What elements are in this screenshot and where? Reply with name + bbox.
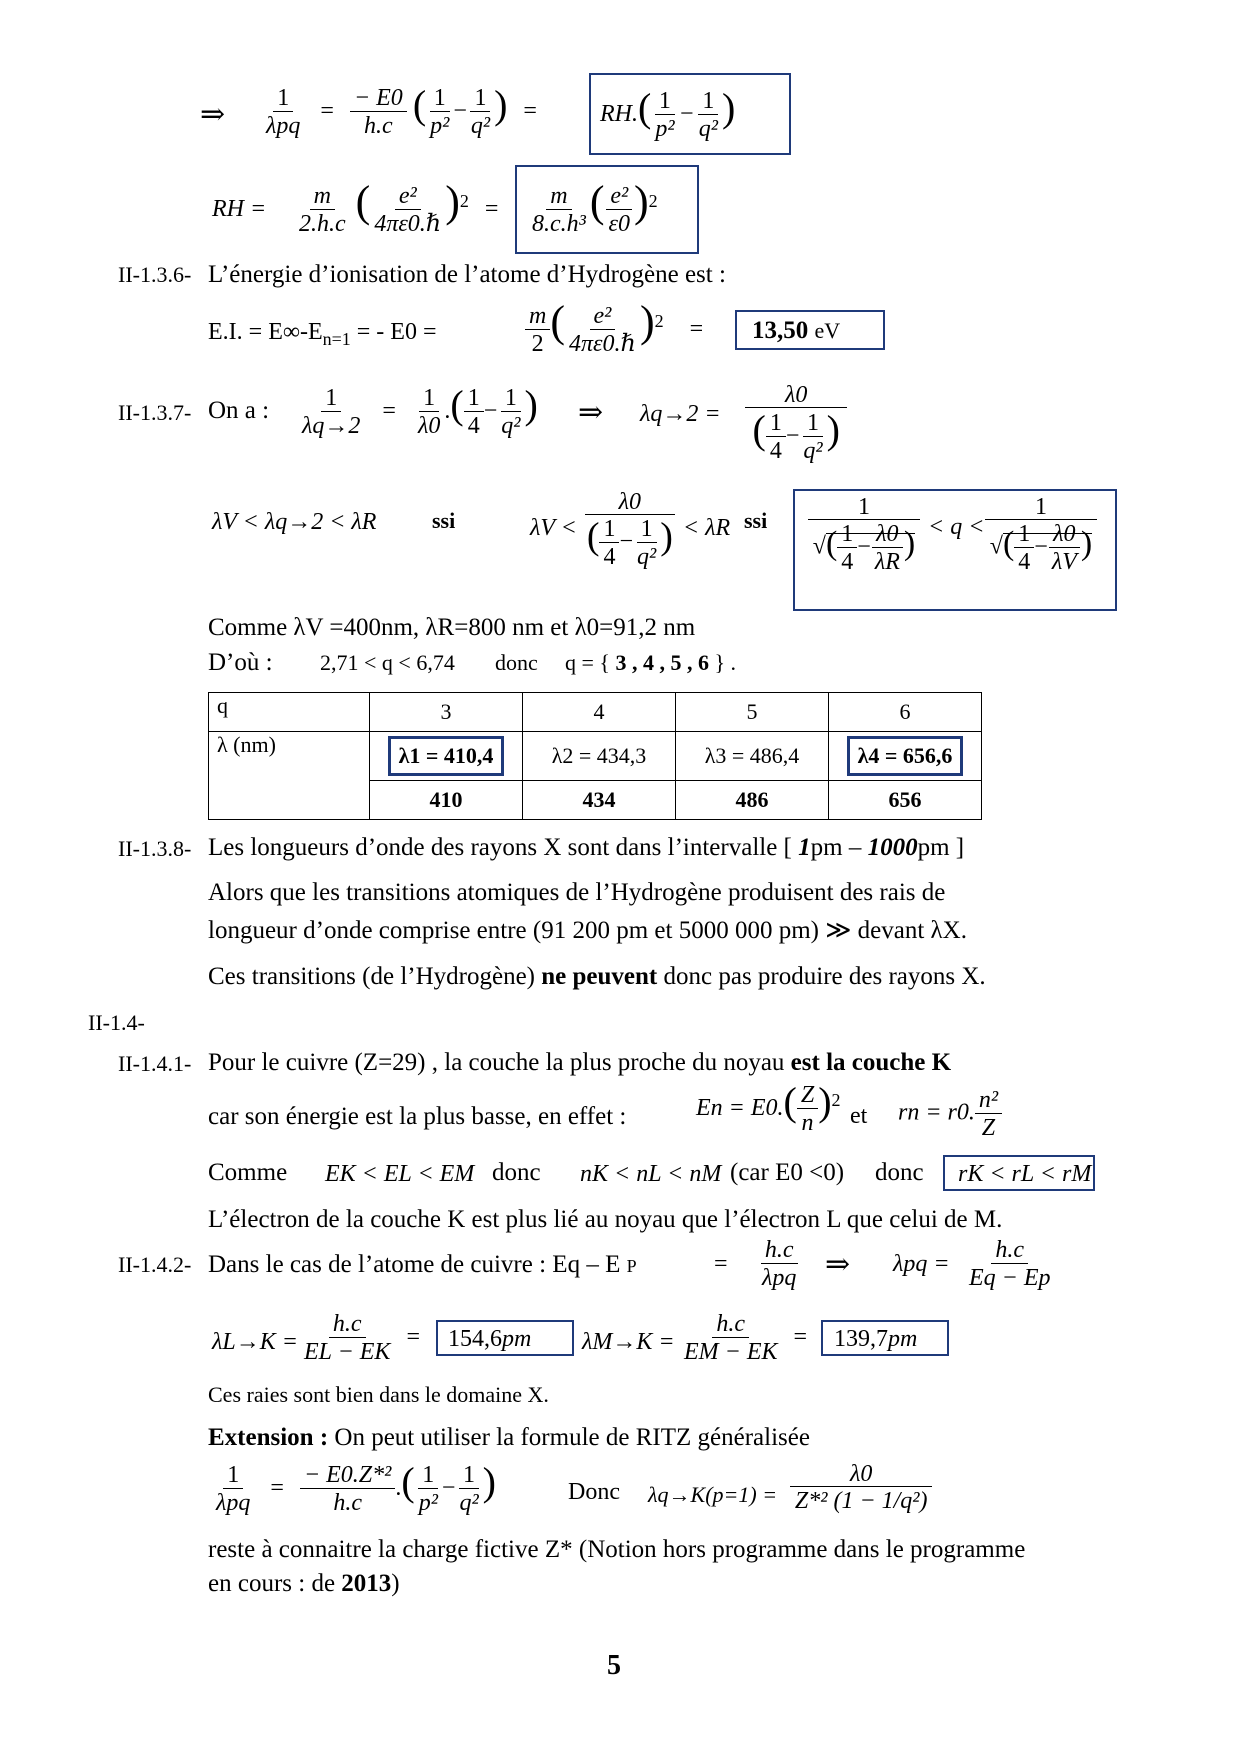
eq1-q-den: q² bbox=[470, 113, 491, 140]
eq2-boxed-content: $\frac{m}{\text{8.c.h³}}$ ( $\frac{\text{e²}}{\varepsilon 0}$ )$^2$ bbox=[528, 180, 658, 236]
eq2-rhs: $\frac{m}{2.h.c}$ ( $\frac{\text{e²}}{\text{4πε0.ℏ}}$ )$^2$ = bbox=[295, 180, 508, 236]
ei-value: 13,50 bbox=[752, 317, 809, 344]
lam-mk-den: EM − EK bbox=[684, 1339, 778, 1365]
lam-mk-label: λM→K = bbox=[582, 1329, 675, 1355]
ext-line-a: reste à connaitre la charge fictive Z* (Notion hors programme dans le programme bbox=[208, 1536, 1026, 1563]
lambda-4: λ4 = 656,6 bbox=[847, 736, 964, 776]
dou-label: D’où : bbox=[208, 649, 273, 676]
lam-lk-frac: $\frac{h.c}{EL - EK}$ = bbox=[300, 1312, 420, 1364]
table-col-3: 3 bbox=[370, 693, 523, 732]
s142-lam-eq: λpq = bbox=[893, 1251, 950, 1277]
cond2-left: λV < bbox=[530, 515, 577, 542]
energy-n: n bbox=[801, 1110, 814, 1137]
lam-mk-frac: $\frac{h.c}{EM - EK}$ = bbox=[680, 1312, 807, 1364]
lam-mk-hc: h.c bbox=[712, 1312, 749, 1338]
section-label-136: II-1.3.6- bbox=[118, 262, 192, 287]
ritz-den: h.c bbox=[333, 1490, 362, 1517]
lam-lk-result bbox=[448, 1327, 531, 1351]
s137-equation: $\frac{1}{\lambda q\to 2}$ = $\frac{1}{\lambda 0}$ .( $\frac{1}{4}$ − $\frac{1}{\text{q²}}$ ) bbox=[298, 385, 538, 438]
ext-line-b2: 2013 bbox=[341, 1570, 392, 1597]
on-a-text: On a : bbox=[208, 397, 270, 424]
table-col-6: 6 bbox=[829, 693, 982, 732]
radius-ineq: rK < rL < rM bbox=[958, 1161, 1092, 1187]
s137-one: 1 bbox=[464, 386, 484, 412]
extension-text: On peut utiliser la formule de RITZ généralisée bbox=[334, 1424, 810, 1451]
q-bound-left: 1 √( $\frac{1}{4}$ − $\frac{\lambda 0}{\lambda R}$ ) bbox=[808, 495, 920, 574]
ritz-l-den: λpq bbox=[216, 1490, 251, 1517]
s138-line1-text: Les longueurs d’onde des rayons X sont dans l’intervalle [ bbox=[208, 834, 792, 861]
eq2-f1-num: m bbox=[310, 184, 335, 210]
ei-unit: eV bbox=[814, 318, 841, 343]
s138-line4-c: donc pas produire des rayons X. bbox=[663, 963, 986, 990]
q-set bbox=[565, 652, 736, 674]
s141-comme: Comme bbox=[208, 1159, 288, 1186]
lambda-3: λ3 = 486,4 bbox=[676, 732, 829, 781]
eq1-p-den: p² bbox=[430, 113, 450, 140]
lam-lk-hc: h.c bbox=[329, 1312, 366, 1338]
s142-lampq: λpq bbox=[762, 1265, 797, 1291]
s142-eqep: Eq − Ep bbox=[969, 1265, 1051, 1291]
extension-line bbox=[208, 1425, 810, 1450]
table-col-5: 5 bbox=[676, 693, 829, 732]
cond-lambda: λV < λq→2 < λR bbox=[212, 509, 377, 535]
ritz-lam-label: λq→K(p=1) = bbox=[648, 1482, 778, 1507]
ei-formula bbox=[208, 320, 437, 348]
ritz-l-num: 1 bbox=[223, 1463, 243, 1489]
s137-lam-q2: λq→2 = bbox=[640, 401, 721, 427]
s138-line1 bbox=[208, 835, 964, 860]
eq2-f2-den: 4πε0.ℏ bbox=[374, 211, 442, 238]
ext-line-b bbox=[208, 1571, 400, 1596]
ei-fraction: $\frac{m}{2}$ ( $\frac{\text{e²}}{\text{4πε0.ℏ}}$ )$^2$ = bbox=[525, 300, 703, 356]
q-bound-mid: < q < bbox=[928, 514, 985, 540]
s142-p: P bbox=[626, 1256, 637, 1276]
s138-pm2: pm ] bbox=[917, 834, 965, 861]
eq1-rhs-den: h.c bbox=[364, 113, 393, 140]
ei-result bbox=[752, 318, 840, 343]
section-label-137: II-1.3.7- bbox=[118, 400, 192, 425]
table-header-row bbox=[209, 693, 982, 732]
s141-line2: car son énergie est la plus basse, en effet : bbox=[208, 1103, 627, 1130]
s142-frac bbox=[758, 1238, 800, 1290]
s138-line4 bbox=[208, 964, 986, 989]
q-range: 2,71 < q < 6,74 bbox=[320, 650, 455, 675]
eq1-lhs-num: 1 bbox=[273, 86, 293, 112]
s142-eq: = bbox=[714, 1251, 728, 1277]
s141-line4: L’électron de la couche K est plus lié au noyau que l’électron L que celui de M. bbox=[208, 1206, 1003, 1233]
comme-line: Comme λV =400nm, λR=800 nm et λ0=91,2 nm bbox=[208, 614, 696, 641]
s137-r-den: λ0 bbox=[417, 413, 441, 440]
lam-mk-result bbox=[834, 1327, 917, 1351]
ei-frac-den: 2 bbox=[531, 331, 544, 358]
ei-frac-num: m bbox=[525, 304, 550, 330]
lambda-2: λ2 = 434,3 bbox=[523, 732, 676, 781]
s137-lam-frac: λ0 ( $\frac{1}{4}$ − $\frac{1}{\text{q²}}$ ) bbox=[745, 383, 847, 463]
lam-mk-value: 139,7 bbox=[834, 1326, 888, 1352]
eq2-boxed-f2-den: ε0 bbox=[608, 211, 630, 238]
table-header-label: q bbox=[209, 693, 370, 732]
eq1-lhs-den: λpq bbox=[266, 113, 301, 140]
eq2-boxed-den: 8.c.h³ bbox=[532, 211, 586, 238]
s137-lam0: λ0 bbox=[745, 383, 847, 408]
domaine-x-text: Ces raies sont bien dans le domaine X. bbox=[208, 1382, 549, 1407]
eq2-f2-num: e² bbox=[395, 184, 421, 210]
q-set-values: 3 , 4 , 5 , 6 bbox=[615, 650, 709, 675]
s138-v1: 1 bbox=[798, 834, 811, 861]
q-bound-lamV: λV bbox=[1051, 549, 1077, 575]
s141-donc2: donc bbox=[875, 1159, 924, 1186]
donc-label: donc bbox=[495, 650, 538, 675]
section-label-141: II-1.4.1- bbox=[118, 1051, 192, 1076]
s137-l-num: 1 bbox=[321, 386, 341, 412]
energy-formula: En = E0.( $\frac{Z}{n}$ )$^2$ bbox=[696, 1079, 841, 1137]
table-row-label: λ (nm) bbox=[209, 732, 370, 820]
ritz-lam0: λ0 bbox=[790, 1462, 932, 1487]
table-col-4: 4 bbox=[523, 693, 676, 732]
s138-line4-b: ne peuvent bbox=[541, 963, 658, 990]
lam-lk-label: λL→K = bbox=[212, 1329, 298, 1355]
ritz-formula: $\frac{1}{\text{λpq}}$ = $\frac{\text{− E0.Z*²}}{h.c}$ .( $\frac{1}{\text{p²}}$ − $\frac{1}{\text{q²}}$ ) bbox=[212, 1462, 496, 1515]
ei-sub: n=1 bbox=[322, 328, 351, 349]
s142-hc: h.c bbox=[761, 1238, 798, 1264]
lam-lk-unit: pm bbox=[502, 1326, 532, 1352]
ei-inner-den: 4πε0.ℏ bbox=[569, 331, 636, 358]
eq2-lhs: RH = bbox=[212, 196, 267, 222]
ssi-1: ssi bbox=[432, 508, 456, 533]
s141-line1 bbox=[208, 1050, 951, 1075]
ei-rest: = - E0 = bbox=[356, 319, 437, 345]
section-label-14: II-1.4- bbox=[88, 1010, 145, 1035]
section-label-142: II-1.4.2- bbox=[118, 1252, 192, 1277]
s138-line3: longueur d’onde comprise entre (91 200 pm et 5000 000 pm) ≫ devant λX. bbox=[208, 917, 967, 944]
page-number: 5 bbox=[607, 1650, 621, 1681]
s142-hc2: h.c bbox=[991, 1238, 1028, 1264]
radius-rn: rn = r0. bbox=[898, 1099, 975, 1126]
lambda-1: λ1 = 410,4 bbox=[388, 736, 505, 776]
s142-text-main: Dans le cas de l’atome de cuivre : Eq – E bbox=[208, 1251, 621, 1278]
s137-arrow: ⇒ bbox=[578, 396, 604, 429]
radius-formula bbox=[898, 1088, 1002, 1140]
energy-en: En = E0. bbox=[696, 1095, 784, 1121]
ritz-den2: Z*² (1 − 1/q²) bbox=[794, 1488, 928, 1514]
rounded-2: 434 bbox=[523, 781, 676, 820]
q-set-close: } . bbox=[714, 650, 737, 675]
table-row bbox=[209, 732, 982, 781]
energy-z: Z bbox=[797, 1083, 818, 1109]
s138-line4-a: Ces transitions (de l’Hydrogène) bbox=[208, 963, 536, 990]
radius-n2: n² bbox=[975, 1088, 1002, 1114]
ritz-lam-frac bbox=[790, 1462, 932, 1513]
eq2-power: 2 bbox=[459, 191, 469, 211]
s141-line1-b: est la couche K bbox=[790, 1049, 952, 1076]
ritz-donc: Donc bbox=[568, 1479, 620, 1505]
s137-q2: q² bbox=[501, 413, 521, 440]
section-136-text: L’énergie d’ionisation de l’atome d’Hydrogène est : bbox=[208, 261, 726, 288]
q-bound-right: 1 √( $\frac{1}{4}$ − $\frac{\lambda 0}{\lambda V}$ ) bbox=[985, 495, 1097, 574]
s138-v2: 1000 bbox=[867, 834, 918, 861]
s137-l-den: λq→2 bbox=[302, 413, 361, 440]
ext-line-b1: en cours : de bbox=[208, 1570, 336, 1597]
ritz-num: − E0.Z*² bbox=[300, 1463, 395, 1489]
eq2-boxed-f2-num: e² bbox=[606, 184, 632, 210]
lam-mk-unit: pm bbox=[888, 1326, 918, 1352]
cond-lambda-2: λV < λ0 ( $\frac{1}{4}$ − $\frac{1}{\text{q²}}$ ) < λR bbox=[530, 489, 731, 570]
cond2-right: < λR bbox=[682, 515, 731, 542]
s138-line2: Alors que les transitions atomiques de l’Hydrogène produisent des rais de bbox=[208, 879, 946, 906]
ssi-2: ssi bbox=[744, 508, 768, 533]
s142-arrow: ⇒ bbox=[825, 1248, 851, 1281]
eq2-f1-den: 2.h.c bbox=[299, 211, 346, 238]
s141-car: (car E0 <0) bbox=[730, 1159, 845, 1186]
q-bound-lamR: λR bbox=[874, 549, 900, 575]
s142-frac2 bbox=[965, 1238, 1055, 1290]
s137-r-num: 1 bbox=[419, 386, 439, 412]
implies-arrow: ⇒ bbox=[200, 98, 226, 131]
rounded-1: 410 bbox=[370, 781, 523, 820]
s138-pm1: pm – bbox=[810, 834, 862, 861]
rounded-4: 656 bbox=[829, 781, 982, 820]
radius-z: Z bbox=[981, 1115, 996, 1141]
lam-lk-den: EL − EK bbox=[304, 1339, 391, 1365]
s141-et: et bbox=[850, 1103, 868, 1129]
eq1-boxed-content: RH.( $\frac{1}{\text{p²}}$ − $\frac{1}{\text{q²}}$ ) bbox=[600, 85, 736, 143]
extension-title: Extension : bbox=[208, 1424, 329, 1451]
eq1-rhs-num: − E0 bbox=[350, 86, 407, 112]
ei-label: E.I. = E∞-E bbox=[208, 319, 323, 345]
rounded-3: 486 bbox=[676, 781, 829, 820]
eq1-lhs: $\frac{1}{\text{λpq}}$ = $\frac{- E0}{h.c}$ ( $\frac{1}{\text{p²}}$ − $\frac{1}{\text{q²}}$ ) = bbox=[262, 85, 547, 138]
wavelength-table bbox=[208, 692, 982, 820]
energy-ineq: EK < EL < EM bbox=[325, 1161, 475, 1187]
rh-symbol: RH bbox=[600, 101, 632, 127]
n-ineq: nK < nL < nM bbox=[580, 1161, 722, 1187]
eq1-q-num: 1 bbox=[470, 86, 490, 112]
q-set-open: q = { bbox=[565, 650, 610, 675]
eq2-boxed-num: m bbox=[546, 184, 571, 210]
lam-lk-value: 154,6 bbox=[448, 1326, 502, 1352]
ei-inner-num: e² bbox=[590, 304, 616, 330]
s141-donc1: donc bbox=[492, 1159, 541, 1186]
s137-four: 4 bbox=[467, 413, 480, 440]
ext-line-b3: ) bbox=[391, 1570, 400, 1597]
s142-text bbox=[208, 1252, 637, 1277]
section-label-138: II-1.3.8- bbox=[118, 836, 192, 861]
eq1-p-num: 1 bbox=[430, 86, 450, 112]
s141-line1-a: Pour le cuivre (Z=29) , la couche la plus proche du noyau bbox=[208, 1049, 785, 1076]
